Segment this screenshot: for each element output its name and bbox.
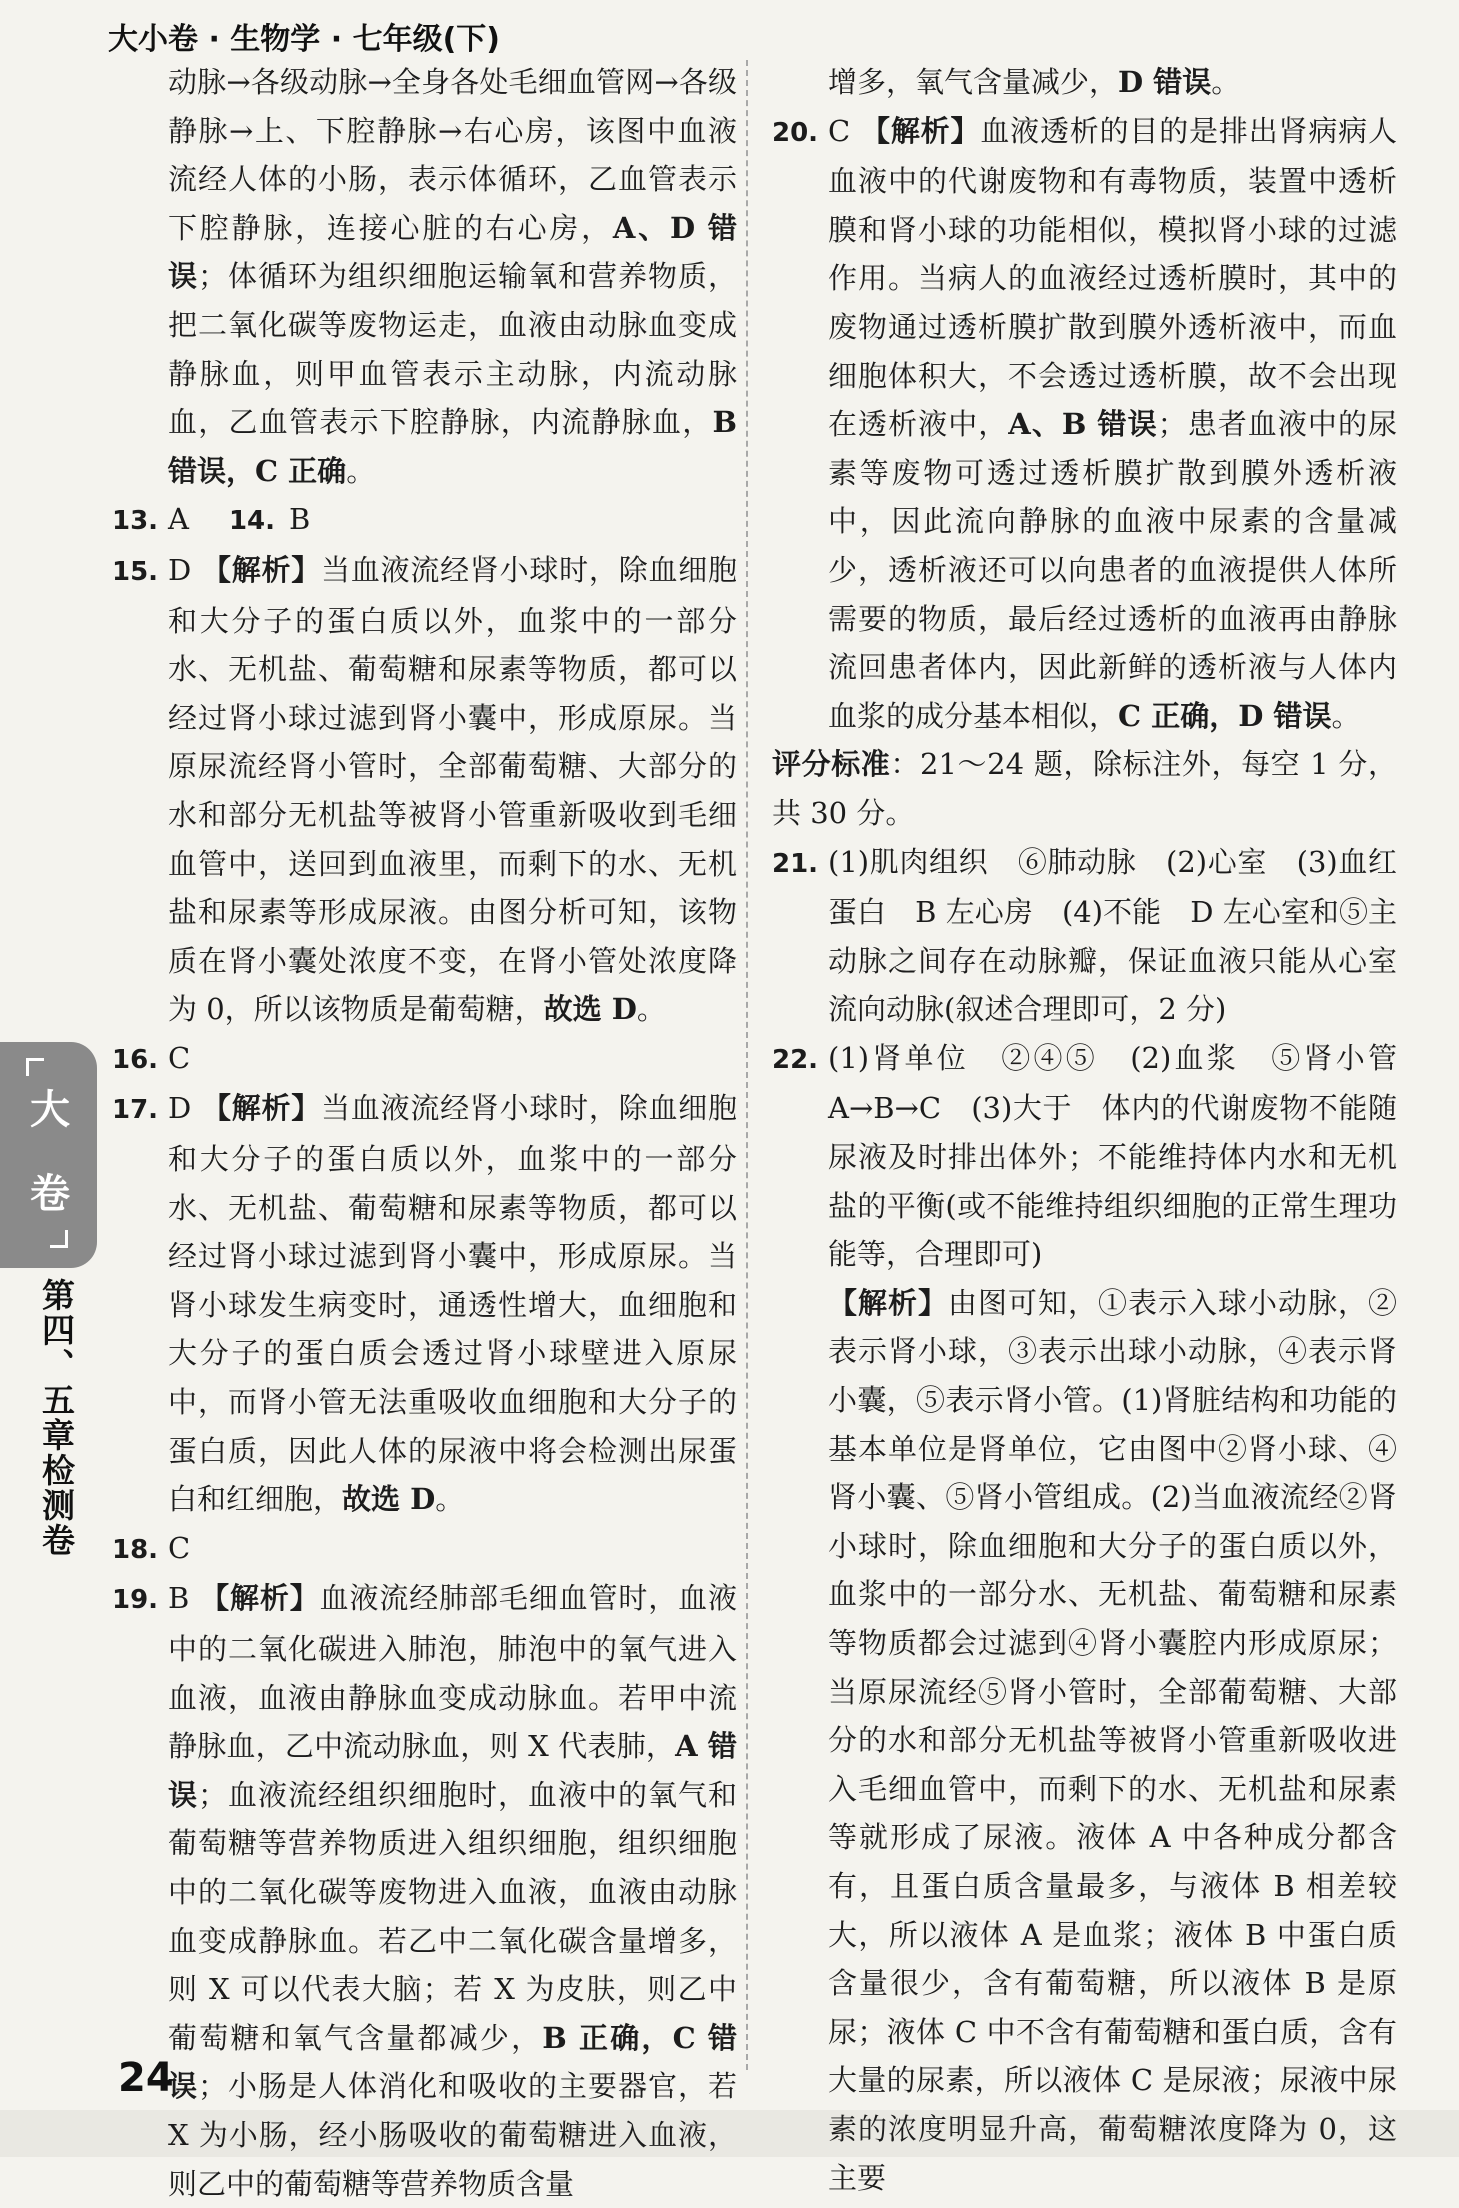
chapter-label: 第四、五章检测卷 [37,1278,76,1558]
analysis-tag: 【解析】 [201,1091,322,1126]
bold-run: C 正确，D 错误 [1118,698,1332,733]
answer-22 [772,1034,1427,1279]
side-tab-glyph: 卷 [30,1171,70,1217]
analysis-tag: 【解析】 [199,1581,320,1616]
column-divider [746,60,748,2070]
bold-run: A、D 错误 [168,210,737,294]
running-header: 大小卷 · 生物学 · 七年级(下) [108,22,500,57]
question-number: 17. [112,1095,159,1126]
scoring-label: 评分标准 [772,747,891,782]
text-run: 动脉→各级动脉→全身各处毛细血管网→各级静脉→上、下腔静脉→右心房，该图中血液流经人体的小肠，表示体循环，乙血管表示下腔静脉，连接心脏的右心房， [168,65,737,245]
text-run: ；体循环为组织细胞运输氧和营养物质，把二氧化碳等废物运走，血液由动脉血变成静脉血，则甲血管表示主动脉，内流动脉血，乙血管表示下腔静脉，内流静脉血， [168,259,737,440]
bracket-corner-icon [26,1058,44,1076]
page-number: 24 [118,2055,174,2101]
bold-run: 故选 D [342,1482,436,1517]
answer-choice: D [168,1091,192,1126]
answer-choice: C [168,1530,191,1565]
question-number: 13. [112,506,159,537]
answer-text: (1)肾单位 ②④⑤ (2)血浆 ⑤肾小管 A→B→C (3)大于 体内的代谢废物不能随尿液及时排出体外；不能维持体内水和无机盐的平衡(或不能维持组织细胞的正常生理功能等，合理即可) [828,1040,1427,1272]
text-run: 。 [435,1482,465,1517]
scoring-text: ：21～24 题，除标注外，每空 1 分，共 30 分。 [772,747,1397,830]
left-column [112,58,737,2208]
question-number: 21. [772,848,819,879]
answer-17 [112,1084,737,1523]
analysis-text: ；小肠是人体消化和吸收的主要器官，若 X 为小肠，经小肠吸收的葡萄糖进入血液，则乙中的葡萄糖等营养物质含量 [168,2069,737,2201]
analysis-22 [772,1279,1397,2202]
continued-paragraph [112,58,737,495]
question-number: 22. [772,1044,819,1075]
answer-19 [112,1574,737,2208]
question-number: 14. [228,506,276,537]
analysis-text: 由图可知，①表示入球小动脉，②表示肾小球，③表示出球小动脉，④表示肾小囊，⑤表示肾小管。(1)肾脏结构和功能的基本单位是肾单位，它由图中②肾小球、④肾小囊、⑤肾小管组成。(2)当血液流经②肾小球时，除血细胞和大分子的蛋白质以外，血浆中的一部分水、无机盐、葡萄糖和尿素等物质都会过滤到④肾小囊腔内形成原尿；当原尿流经⑤肾小管时，全部葡萄糖、大部分的水和部分无机盐等被肾小管重新吸收进入毛细血管中，而剩下的水、无机盐和尿素等就形成了尿液。液体 A 中各种成分都含有，且蛋白质含量最多，与液体 B 相差较大，所以液体 A 是血浆；液体 B 中蛋白质含量很少，含有葡萄糖，所以液体 B 是原尿；液体 C 中不含有葡萄糖和蛋白质，含有大量的尿素，所以液体 C 是尿液；尿液中尿素的浓度明显升高，葡萄糖浓度降为 0，这主要 [828,1285,1397,2195]
question-number: 20. [772,117,819,148]
analysis-text: 血液透析的目的是排出肾病病人血液中的代谢废物和有毒物质，装置中透析膜和肾小球的功能相似，模拟肾小球的过滤作用。当病人的血液经过透析膜时，其中的废物通过透析膜扩散到膜外透析液中，而血细胞体积大，不会透过透析膜，故不会出现在透析液中， [828,113,1397,442]
answer-choice: A [168,502,189,537]
bold-run: A、B 错误 [1008,407,1158,442]
right-column [772,58,1427,2202]
bold-run: A 错误 [168,1729,737,1812]
answer-choice: B [289,502,311,537]
answer-text: (1)肌肉组织 ⑥肺动脉 (2)心室 (3)血红蛋白 B 左心房 (4)不能 D 左心室和⑤主动脉之间存在动脉瓣，保证血液只能从心室流向动脉(叙述合理即可，2 分) [828,844,1397,1027]
answer-choice: D [168,552,192,587]
answer-20 [772,107,1397,741]
text-run: 增多，氧气含量减少， [828,65,1119,99]
answer-13-14 [112,495,737,546]
answer-choice: C [168,1040,191,1075]
analysis-tag: 【解析】 [828,1285,948,1320]
question-number: 15. [112,556,159,587]
analysis-tag: 【解析】 [860,113,981,148]
side-tab [0,1042,97,1268]
question-number: 19. [112,1585,159,1616]
continued-paragraph [772,58,1397,107]
text-run: 。 [1211,65,1241,99]
answer-21 [772,838,1397,1034]
text-run: 。 [636,992,666,1027]
scoring-standard [772,740,1397,837]
analysis-text: 当血液流经肾小球时，除血细胞和大分子的蛋白质以外，血浆中的一部分水、无机盐、葡萄糖和尿素等物质，都可以经过肾小球过滤到肾小囊中，形成原尿。当肾小球发生病变时，通透性增大，血细胞和大分子的蛋白质会透过肾小球壁进入原尿中，而肾小管无法重吸收血细胞和大分子的蛋白质，因此人体的尿液中将会检测出尿蛋白和红细胞， [168,1091,737,1517]
answer-18 [112,1524,737,1575]
analysis-text: ；患者血液中的尿素等废物可透过透析膜扩散到膜外透析液中，因此流向静脉的血液中尿素的含量减少，透析液还可以向患者的血液提供人体所需要的物质，最后经过透析的血液再由静脉流回患者体内，因此新鲜的透析液与人体内血浆的成分基本相似， [828,407,1397,733]
text-run: 。 [1331,698,1361,733]
analysis-tag: 【解析】 [201,552,322,587]
side-tab-glyph: 大 [30,1087,70,1133]
text-run: 。 [346,453,376,488]
analysis-text: 当血液流经肾小球时，除血细胞和大分子的蛋白质以外，血浆中的一部分水、无机盐、葡萄糖和尿素等物质，都可以经过肾小球过滤到肾小囊中，形成原尿。当原尿流经肾小管时，全部葡萄糖、大部分的水和部分无机盐等被肾小管重新吸收到毛细血管中，送回到血液里，而剩下的水、无机盐和尿素等形成尿液。由图分析可知，该物质在肾小囊处浓度不变，在肾小管处浓度降为 0，所以该物质是葡萄糖， [168,552,737,1027]
analysis-text: ；血液流经组织细胞时，血液中的氧气和葡萄糖等营养物质进入组织细胞，组织细胞中的二氧化碳等废物进入血液，血液由动脉血变成静脉血。若乙中二氧化碳含量增多，则 X 可以代表大脑；若 X 为皮肤，则乙中葡萄糖和氧气含量都减少， [168,1777,737,2055]
answer-choice: C [828,113,851,148]
question-number: 16. [112,1044,159,1075]
answer-16 [112,1034,737,1085]
bold-run: D 错误 [1118,65,1212,99]
bold-run: 故选 D [543,992,637,1027]
answer-15 [112,546,737,1034]
answer-choice: B [168,1581,190,1616]
analysis-text: 血液流经肺部毛细血管时，血液中的二氧化碳进入肺泡，肺泡中的氧气进入血液，血液由静脉血变成动脉血。若甲中流静脉血，乙中流动脉血，则 X 代表肺， [168,1581,737,1764]
bracket-corner-icon [50,1230,68,1248]
bold-run: B 错误，C 正确 [168,405,737,488]
bold-run: B 正确，C 错误 [168,2020,737,2104]
question-number: 18. [112,1534,159,1565]
